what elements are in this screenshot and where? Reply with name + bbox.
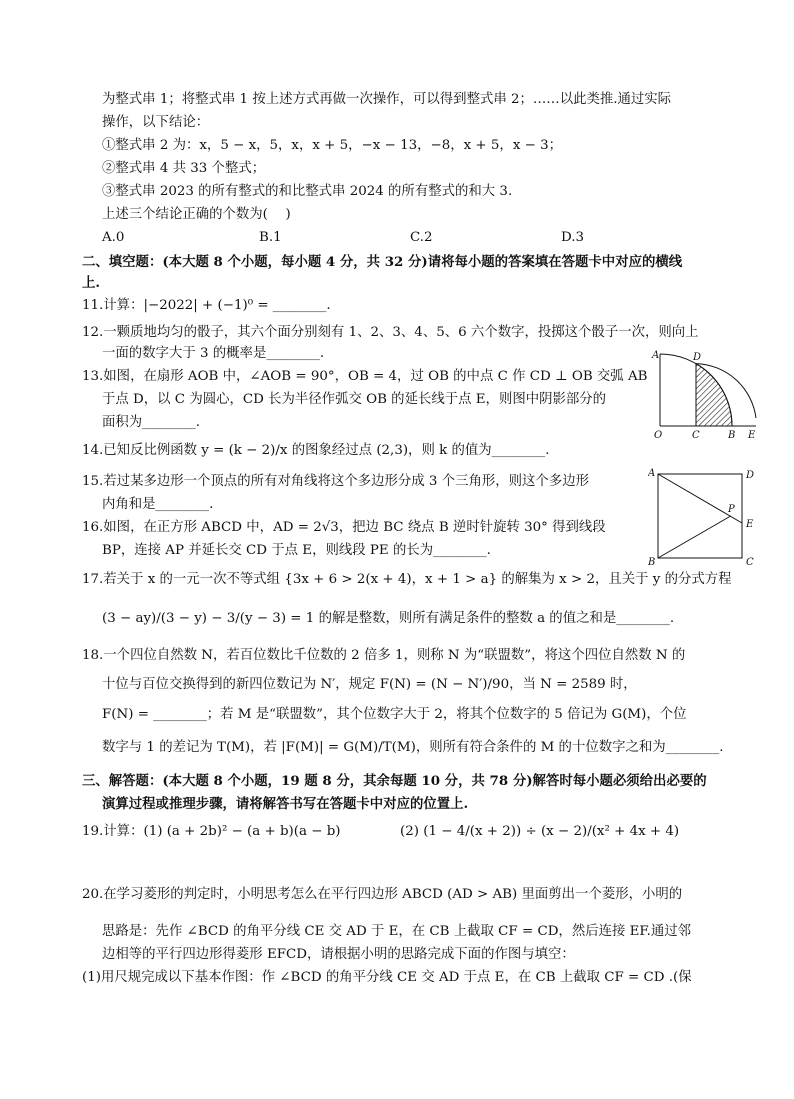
text-line: 于点 D，以 C 为圆心，CD 长为半径作弧交 OB 的延长线于点 E，则图中阴影部分的: [102, 392, 607, 407]
label-b: B: [648, 557, 656, 566]
text-line: 演算过程或推理步骤，请将解答书写在答题卡中对应的位置上.: [102, 796, 469, 812]
text-line: 上述三个结论正确的个数为( ): [102, 207, 291, 222]
text-line: 内角和是________.: [102, 497, 214, 512]
sector-figure: [648, 346, 760, 442]
text-line: BP，连接 AP 并延长交 CD 于点 E，则线段 PE 的长为________.: [102, 543, 491, 558]
label-p: P: [728, 504, 735, 515]
label-b: B: [728, 430, 736, 441]
text-line: C.2: [410, 230, 433, 245]
text-line: 11.计算：|−2022| + (−1)⁰ = ________.: [82, 298, 331, 313]
bp-line: [658, 516, 731, 558]
text-line: D.3: [561, 230, 585, 245]
text-line: 20.在学习菱形的判定时，小明思考怎么在平行四边形 ABCD (AD > AB) 里面剪出一个菱形，小明的: [82, 887, 683, 902]
text-line: 19.计算：(1) (a + 2b)² − (a + b)(a − b): [82, 824, 341, 839]
text-line: 为整式串 1；将整式串 1 按上述方式再做一次操作，可以得到整式串 2；……以此类推.通过实际: [102, 92, 672, 107]
label-c: C: [746, 557, 754, 566]
text-line: 操作，以下结论：: [102, 115, 210, 130]
text-line: 16.如图，在正方形 ABCD 中，AD = 2√3，把边 BC 绕点 B 逆时针旋转 30° 得到线段: [82, 520, 606, 535]
text-line: 一面的数字大于 3 的概率是________.: [102, 346, 325, 361]
label-o: O: [654, 430, 663, 441]
text-line: 三、解答题：(本大题 8 个小题，19 题 8 分，其余每题 10 分，共 78 分)解答时每小题必须给出必要的: [82, 773, 707, 789]
label-a: A: [648, 468, 656, 479]
text-line: 上.: [82, 275, 101, 291]
text-line: 15.若过某多边形一个顶点的所有对角线将这个多边形分成 3 个三角形，则这个多边形: [82, 474, 589, 489]
text-line: 13.如图，在扇形 AOB 中，∠AOB = 90°，OB = 4，过 OB 的中点 C 作 CD ⊥ OB 交弧 AB: [82, 369, 648, 384]
text-line: 18.一个四位自然数 N，若百位数比千位数的 2 倍多 1，则称 N 为“联盟数”，将这个四位自然数 N 的: [82, 648, 686, 663]
text-line: 数字与 1 的差记为 T(M)，若 |F(M)| = G(M)/T(M)，则所有符合条件的 M 的十位数字之和为________.: [102, 740, 724, 755]
text-line: 面积为________.: [102, 415, 200, 430]
text-line: ②整式串 4 共 33 个整式；: [102, 161, 266, 176]
ae-line: [658, 474, 742, 523]
text-line: 14.已知反比例函数 y = (k − 2)/x 的图象经过点 (2,3)，则 k 的值为________.: [82, 443, 550, 458]
label-e: E: [748, 430, 756, 441]
text-line: B.1: [259, 230, 282, 245]
text-line: 12.一颗质地均匀的骰子，其六个面分别刻有 1、2、3、4、5、6 六个数字，投掷这个骰子一次，则向上: [82, 325, 699, 340]
label-d: D: [693, 352, 702, 363]
text-line: 17.若关于 x 的一元一次不等式组 {3x + 6 > 2(x + 4)，x + 1 > a} 的解集为 x > 2，且关于 y 的分式方程: [82, 572, 732, 587]
text-line: ③整式串 2023 的所有整式的和比整式串 2024 的所有整式的和大 3.: [102, 184, 513, 199]
label-a: A: [652, 350, 660, 361]
text-line: (2) (1 − 4/(x + 2)) ÷ (x − 2)/(x² + 4x + 4): [400, 824, 680, 839]
text-line: 十位与百位交换得到的新四位数记为 N′，规定 F(N) = (N − N′)/90，当 N = 2589 时，: [102, 677, 637, 692]
label-e: E: [746, 519, 754, 530]
text-line: (3 − ay)/(3 − y) − 3/(y − 3) = 1 的解是整数，则所有满足条件的整数 a 的值之和是________.: [102, 611, 675, 626]
text-line: (1)用尺规完成以下基本作图：作 ∠BCD 的角平分线 CE 交 AD 于点 E，在 CB 上截取 CF = CD .(保: [82, 970, 692, 985]
label-d: D: [746, 470, 755, 481]
text-line: 二、填空题：(本大题 8 个小题，每小题 4 分，共 32 分)请将每小题的答案填在答题卡中对应的横线: [82, 254, 683, 270]
text-line: A.0: [102, 230, 125, 245]
text-line: 思路是：先作 ∠BCD 的角平分线 CE 交 AD 于 E，在 CB 上截取 CF = CD，然后连接 EF.通过邻: [102, 924, 692, 939]
text-line: F(N) = ________；若 M 是“联盟数”，其个位数字大于 2，将其个位数字的 5 倍记为 G(M)，个位: [102, 707, 687, 722]
text-line: 边相等的平行四边形得菱形 EFCD，请根据小明的思路完成下面的作图与填空：: [102, 947, 575, 962]
label-c: C: [692, 430, 700, 441]
text-line: ①整式串 2 为：x，5 − x，5，x，x + 5，−x − 13，−8，x + 5，x − 3；: [102, 138, 563, 153]
square-figure: [648, 466, 760, 566]
